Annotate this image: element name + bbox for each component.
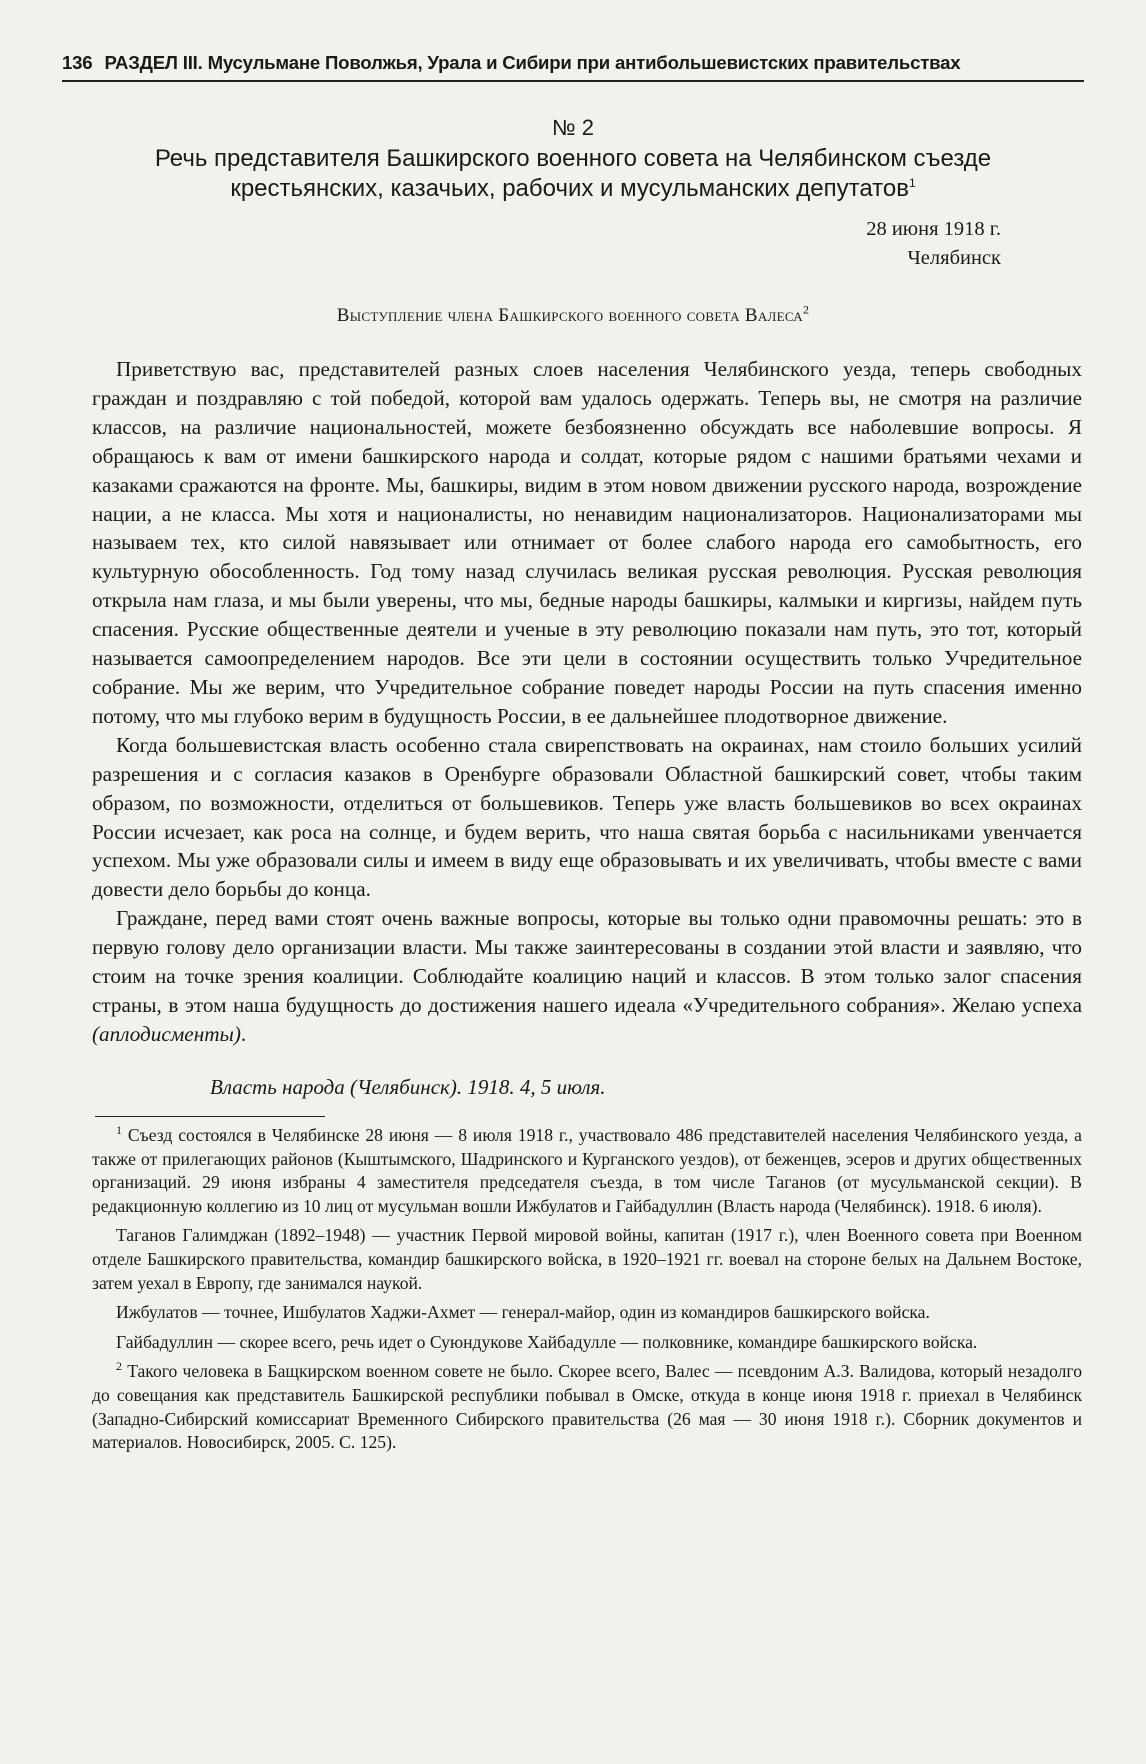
running-head xyxy=(62,52,1084,74)
footnote-1-taganov xyxy=(92,1224,1082,1295)
footnote-1-izhbulatov xyxy=(92,1301,1082,1325)
footnote-1-gaibadullin xyxy=(92,1331,1082,1355)
section-title: РАЗДЕЛ III. Мусульмане Поволжья, Урала и Сибири при антибольшевистских правительствах xyxy=(104,52,961,73)
speaker-heading-block xyxy=(0,302,1146,327)
document-date: 28 июня 1918 г. xyxy=(866,218,1001,240)
footnote-ref-1[interactable]: 1 xyxy=(908,176,916,190)
footnote-2 xyxy=(92,1360,1082,1454)
footnote-text: Гайбадуллин — скорее всего, речь идет о Суюндукове Хайбадулле — полковнике, командире башкирского войска. xyxy=(116,1331,978,1352)
footnote-text: Такого человека в Бащкирском военном совете не было. Скорее всего, Валес — псевдоним А.З. Валидова, который незадолго до совещания как представитель Башкирской республики побывал в Омске, откуда в конце июня 1918 г. приехал в Челябинск (Западно-Сибирский комиссариат Временного Сибирского правительства (26 мая — 30 июня 1918 г.). Сборник документов и материалов. Новосибирск, 2005. С. 125). xyxy=(92,1361,1082,1453)
footnote-text: Таганов Галимджан (1892–1948) — участник Первой мировой войны, капитан (1917 г.), член Военного совета при Военном отделе Башкирского правительства, командир башкирского войска, в 1920–1921 гг. воевал на стороне белых на Дальнем Востоке, затем уехал в Европу, где занимался наукой. xyxy=(92,1225,1082,1293)
footnote-ref-2[interactable]: 2 xyxy=(802,302,810,317)
body-paragraph-final xyxy=(92,904,1082,1049)
footnote-rule xyxy=(95,1116,325,1117)
applause-note: (аплодисменты) xyxy=(92,1021,241,1046)
body-paragraph-text: Граждане, перед вами стоят очень важные вопросы, которые вы только одни правомочны решать: это в первую голову дело организации власти. Мы также заинтересованы в создании этой власти и заявляю, что стоим на точке зрения коалиции. Соблюдайте коалицию наций и классов. В этом только залог спасения страны, в этом наша будущность до достижения нашего идеала «Учредительного собрания». Желаю успеха xyxy=(92,906,1082,1017)
document-title: Речь представителя Башкирского военного совета на Челябинском съезде крестьянских, казачьих, рабочих и мусульманских депутатов xyxy=(154,145,992,202)
footnote-mark: 1 xyxy=(116,1123,122,1138)
footnote-text: Ижбулатов — точнее, Ишбулатов Хаджи-Ахмет — генерал-майор, один из командиров башкирского войска. xyxy=(116,1302,930,1323)
footnotes xyxy=(92,1124,1082,1461)
source-citation: Власть народа (Челябинск). 1918. 4, 5 июля. xyxy=(210,1075,606,1099)
page-number: 136 xyxy=(62,52,93,73)
document-number: № 2 xyxy=(552,115,594,140)
body-paragraph: Когда большевистская власть особенно стала свирепствовать на окраинах, нам стоило больших усилий разрешения и с согласия казаков в Оренбурге образовали Областной башкирский совет, чтобы таким образом, по возможности, отделиться от большевиков. Теперь уже власть большевиков во всех окраинах России исчезает, как роса на солнце, и будем верить, что наша святая борьба с насильниками увенчается успехом. Мы уже образовали силы и имеем в виду еще образовывать и их увеличивать, чтобы вместе с вами довести дело борьбы до конца. xyxy=(92,732,1082,902)
header-rule xyxy=(62,80,1084,82)
speech-body xyxy=(92,355,1082,1049)
closing-period: . xyxy=(240,1021,247,1046)
footnote-mark: 2 xyxy=(116,1359,122,1374)
document-place: Челябинск xyxy=(907,247,1001,269)
document-title-block xyxy=(120,144,1026,204)
footnote-1 xyxy=(92,1124,1082,1218)
speaker-heading: Выступление члена Башкирского военного совета Валеса xyxy=(336,305,803,326)
body-paragraph: Приветствую вас, представителей разных слоев населения Челябинского уезда, теперь свободных граждан и поздравляю с той победой, которой вам удалось одержать. Теперь вы, не смотря на различие классов, на различие национальностей, можете безбоязненно обсуждать все наболевшие вопросы. Я обращаюсь к вам от имени башкирского народа и солдат, которые рядом с нашими братьями чехами и казаками сражаются на фронте. Мы, башкиры, видим в этом новом движении русского народа, возрождение нации, а не класса. Мы хотя и националисты, но ненавидим национализаторов. Национализаторами мы называем тех, кто силой навязывает или отнимает от более слабого народа его самобытность, его культурную обособленность. Год тому назад случилась великая русская революция. Русская революция открыла нам глаза, и мы были уверены, что мы, бедные народы башкиры, калмыки и киргизы, найдем путь спасения. Русские общественные деятели и ученые в эту революцию показали нам путь, это тот, который называется самоопределением народов. Все эти цели в состоянии осуществить только Учредительное собрание. Мы же верим, что Учредительное собрание поведет народы России на путь спасения именно потому, что мы глубоко верим в будущность России, в ее дальнейшее плодотворное движение. xyxy=(92,357,1082,728)
footnote-text: Съезд состоялся в Челябинске 28 июня — 8 июля 1918 г., участвовало 486 представителей населения Челябинского уезда, а также от прилегающих районов (Кыштымского, Шадринского и Курганского уездов), от беженцев, эсеров и других общественных организаций. 29 июня избраны 4 заместителя председателя съезда, в том числе Таганов (от мусульманской секции). В редакционную коллегию из 10 лиц от мусульман вошли Ижбулатов и Гайбадуллин (Власть народа (Челябинск). 1918. 6 июля). xyxy=(92,1125,1082,1216)
